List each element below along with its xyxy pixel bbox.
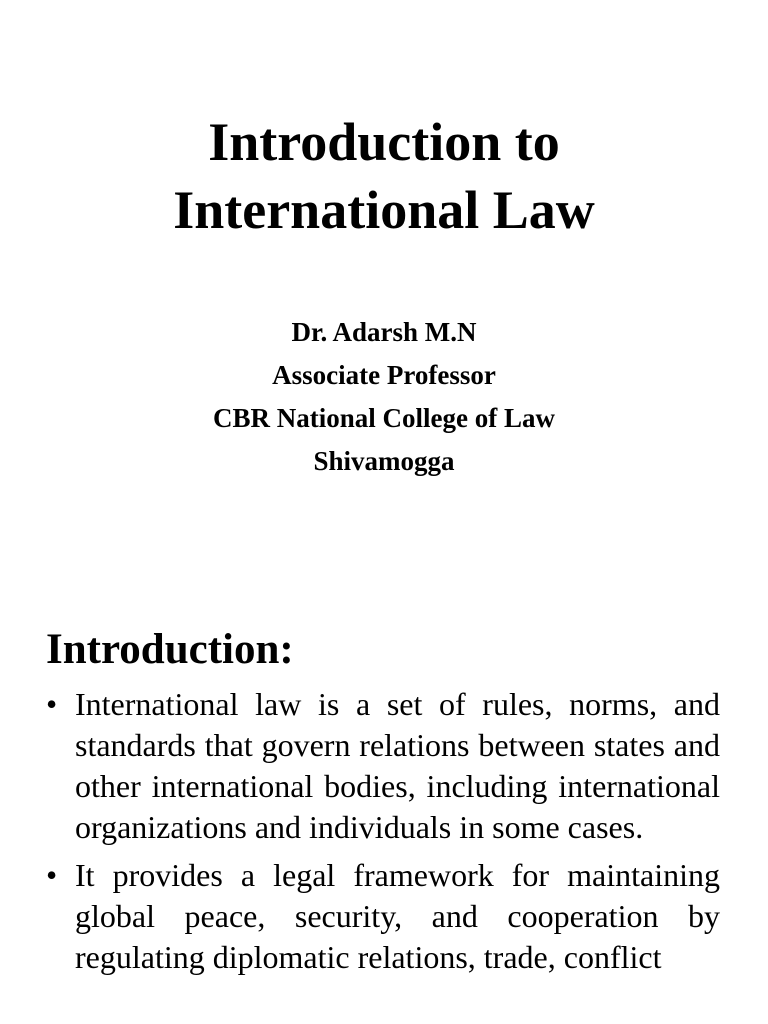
introduction-slide (0, 576, 768, 1024)
bullet-text: It provides a legal framework for maintaining global peace, security, and cooperation by regulating diplomatic relations, trade, conflict (75, 857, 720, 975)
author-institution: CBR National College of Law (213, 403, 555, 433)
section-heading: Introduction: (46, 626, 294, 673)
author-name: Dr. Adarsh M.N (291, 317, 477, 347)
bullet-list (46, 684, 720, 985)
bullet-item (46, 855, 720, 978)
bullet-icon: • (46, 686, 58, 722)
title-line-1: Introduction to (208, 112, 560, 172)
author-position: Associate Professor (272, 360, 496, 390)
author-city: Shivamogga (313, 446, 455, 476)
author-block (0, 311, 768, 483)
title-line-2: International Law (173, 180, 595, 240)
bullet-item (46, 684, 720, 848)
bullet-icon: • (46, 857, 58, 893)
bullet-text: International law is a set of rules, norms, and standards that govern relations between states and other international bodies, including international organizations and individuals in some cases. (75, 686, 720, 845)
presentation-title (0, 108, 768, 244)
